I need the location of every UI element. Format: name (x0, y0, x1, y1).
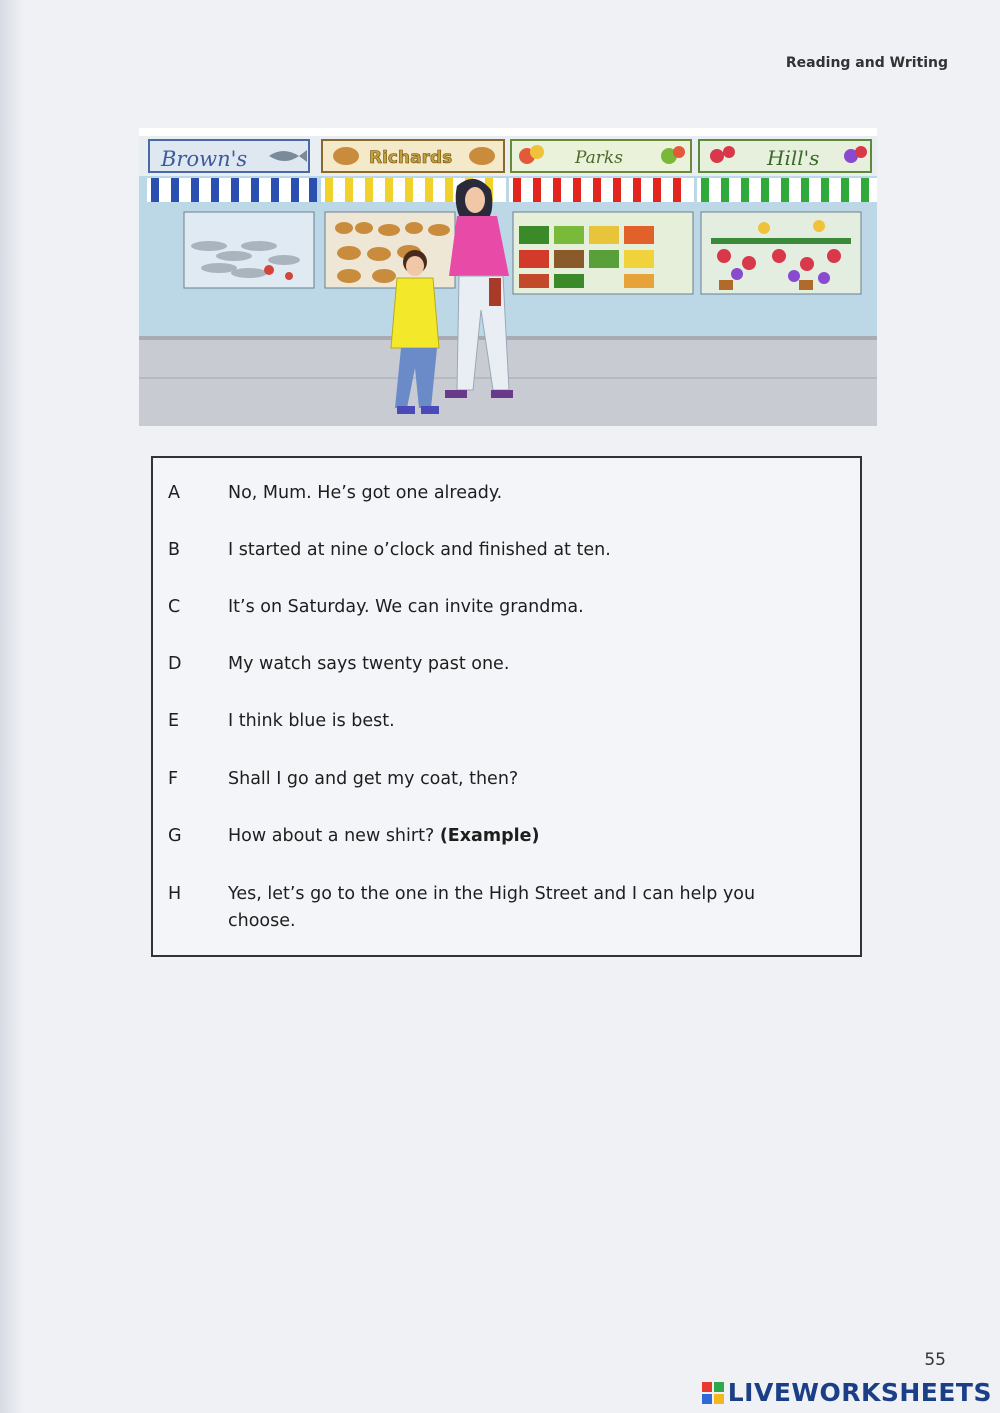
sign-browns-label: Brown's (161, 147, 248, 171)
option-letter: C (168, 597, 181, 617)
option-text: I started at nine o’clock and finished at ten. (228, 540, 611, 560)
example-label: (Example) (439, 826, 540, 846)
option-letter: B (168, 540, 181, 560)
option-text: Shall I go and get my coat, then? (228, 769, 519, 789)
running-head: Reading and Writing (785, 55, 948, 71)
logo-text: LIVEWORKSHEETS (727, 1378, 992, 1407)
flower-window (701, 212, 861, 294)
sign-parks-label: Parks (575, 148, 623, 168)
option-letter: G (168, 826, 182, 846)
option-text (228, 823, 828, 850)
option-letter: H (168, 884, 182, 904)
sign-hills (699, 140, 871, 172)
option-text: No, Mum. He’s got one already. (228, 483, 503, 503)
sign-richards (322, 140, 504, 172)
option-letter: E (168, 711, 180, 731)
option-text: Yes, let’s go to the one in the High Street and I can help you choose. (228, 884, 756, 931)
sign-richards-label: Richards (369, 148, 453, 168)
sign-browns (149, 140, 309, 172)
sign-parks (511, 140, 691, 172)
awning-green (697, 178, 877, 202)
answer-options-box (151, 456, 862, 957)
awning-red (509, 178, 694, 202)
option-letter: F (168, 769, 179, 789)
logo-grid-icon (702, 1382, 724, 1404)
fruit-window (513, 212, 693, 294)
liveworksheets-logo[interactable] (702, 1378, 992, 1407)
option-letter: D (168, 654, 182, 674)
awning-blue (147, 178, 317, 202)
page-number: 55 (924, 1350, 946, 1370)
option-letter: A (168, 483, 180, 503)
option-text: I think blue is best. (228, 711, 395, 731)
option-text: It’s on Saturday. We can invite grandma. (228, 597, 584, 617)
option-text: My watch says twenty past one. (228, 654, 510, 674)
sign-hills-label: Hill's (767, 146, 820, 170)
shop-street-illustration (139, 128, 877, 426)
fish-window (184, 212, 314, 288)
option-g-text: How about a new shirt? (228, 826, 435, 846)
bakery-window (325, 212, 455, 288)
page-edge (0, 0, 26, 1413)
